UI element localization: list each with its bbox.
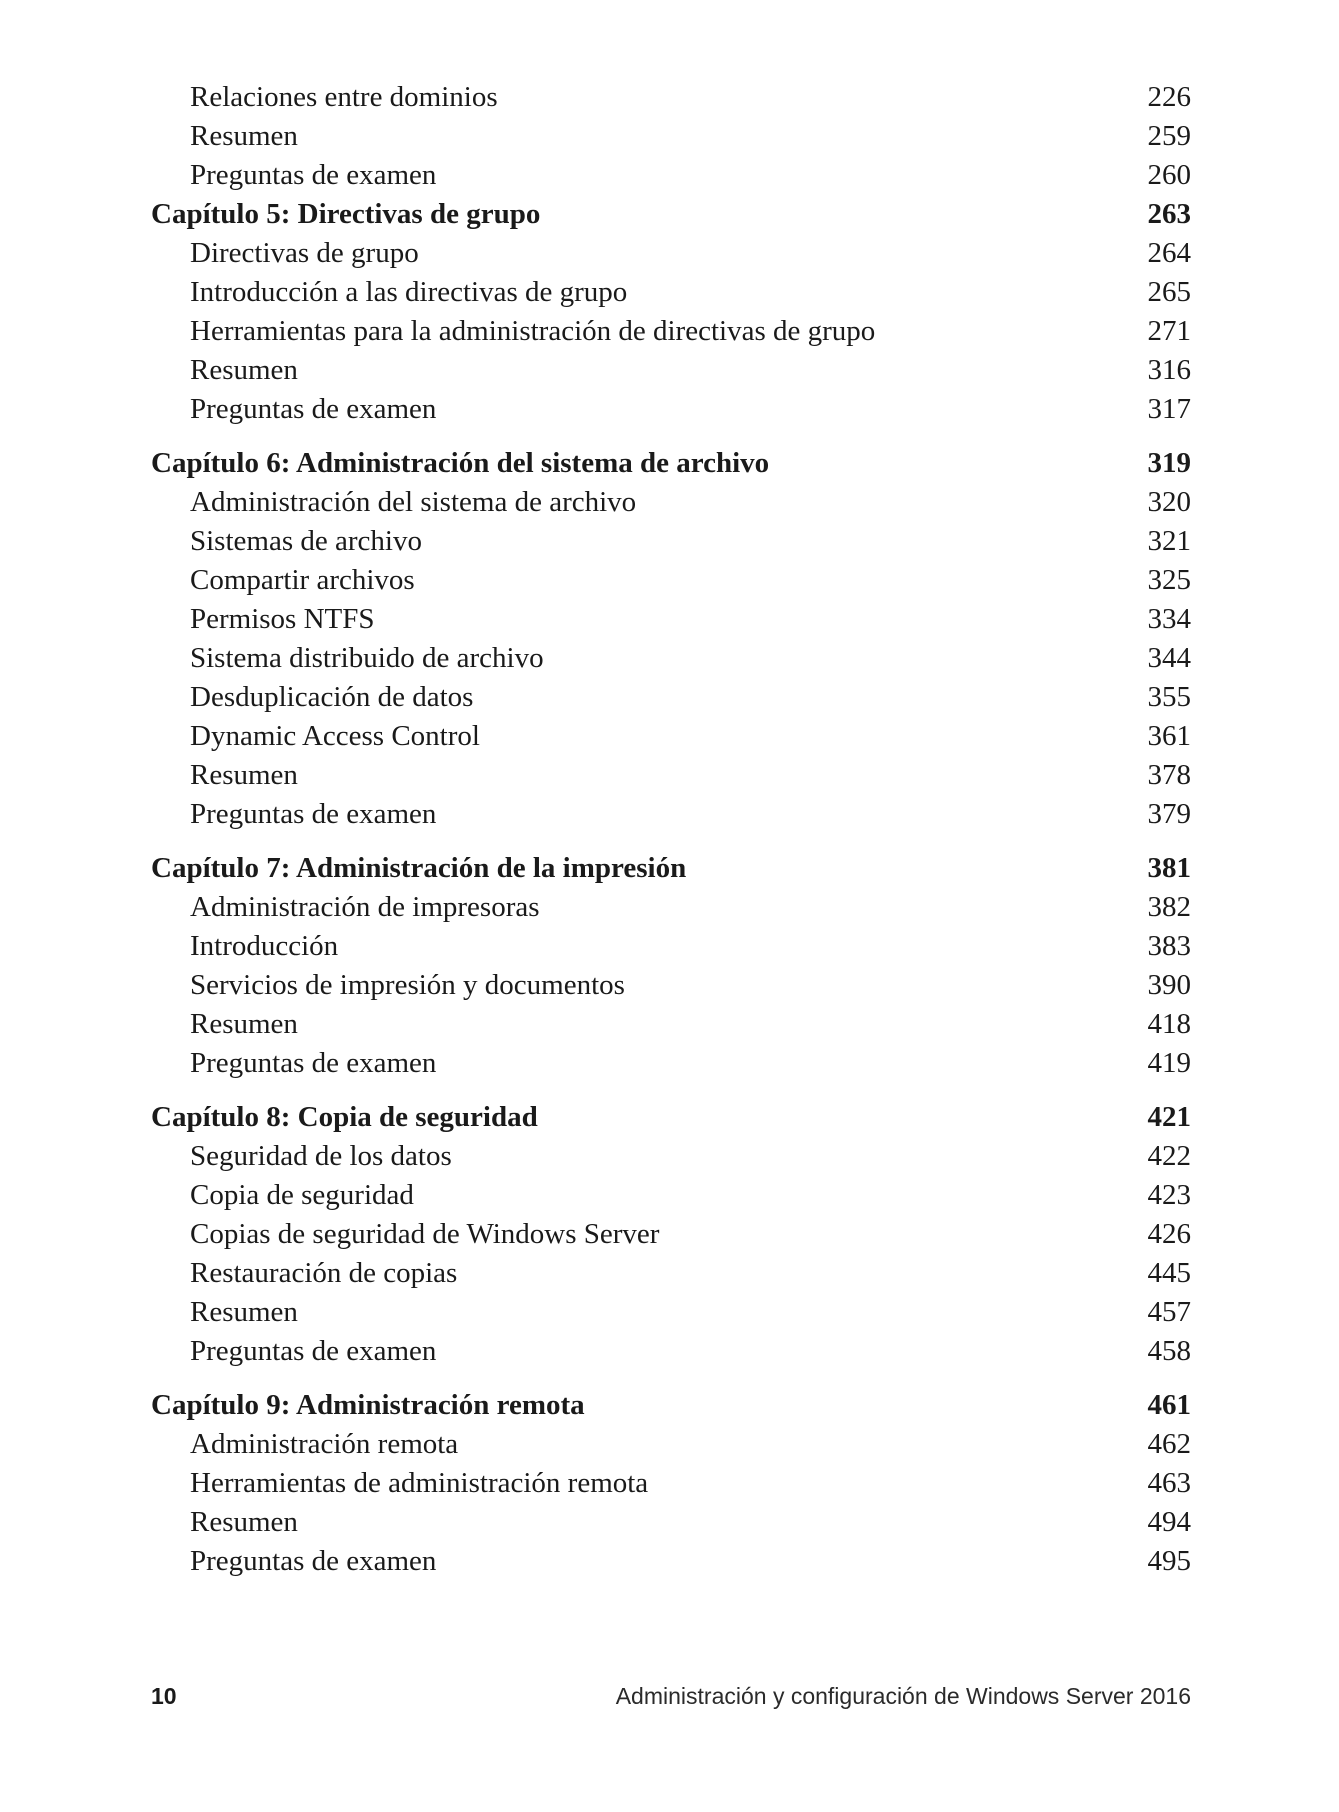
- toc-section-entry-page: 426: [1147, 1218, 1191, 1250]
- toc-section-entry-title: Seguridad de los datos: [190, 1140, 452, 1172]
- toc-section-entry: [151, 1005, 1191, 1044]
- toc-section-entry-title: Dynamic Access Control: [190, 720, 480, 752]
- toc-section-entry: [151, 888, 1191, 927]
- toc-section-entry-page: 316: [1147, 354, 1191, 386]
- toc-section-entry-title: Sistema distribuido de archivo: [190, 642, 544, 674]
- toc-section-entry-title: Restauración de copias: [190, 1257, 458, 1289]
- toc-section-entry: [151, 1137, 1191, 1176]
- toc-section-entry-title: Preguntas de examen: [190, 1047, 437, 1079]
- toc-section-entry: [151, 273, 1191, 312]
- toc-section-entry-page: 264: [1147, 237, 1191, 269]
- toc-chapter: [151, 1098, 1191, 1371]
- toc-section-entry-page: 382: [1147, 891, 1191, 923]
- toc-intro-sections: [151, 78, 1191, 195]
- page-number: 10: [151, 1683, 177, 1709]
- toc-chapter: [151, 195, 1191, 429]
- toc-section-entry-page: 458: [1147, 1335, 1191, 1367]
- toc-chapter-heading-title: Capítulo 6: Administración del sistema de archivo: [151, 447, 770, 479]
- toc-section-entry: [151, 1176, 1191, 1215]
- toc-section-entry: [151, 1215, 1191, 1254]
- toc-section-entry-title: Compartir archivos: [190, 564, 415, 596]
- toc-section-entry-page: 423: [1147, 1179, 1191, 1211]
- toc-chapter-heading: [151, 1098, 1191, 1137]
- toc-section-entry-title: Resumen: [190, 1296, 298, 1328]
- toc-section-entry-page: 271: [1147, 315, 1191, 347]
- toc-section-entry-page: 355: [1147, 681, 1191, 713]
- toc-section-entry-page: 334: [1147, 603, 1191, 635]
- table-of-contents: [151, 78, 1191, 1581]
- toc-section-entry-page: 344: [1147, 642, 1191, 674]
- toc-chapter-heading: [151, 1386, 1191, 1425]
- toc-section-entry-page: 390: [1147, 969, 1191, 1001]
- toc-section-entry: [151, 1425, 1191, 1464]
- toc-chapter-heading-title: Capítulo 5: Directivas de grupo: [151, 198, 541, 230]
- toc-section-entry: [151, 522, 1191, 561]
- toc-section-entry-page: 422: [1147, 1140, 1191, 1172]
- toc-chapters: [151, 195, 1191, 1581]
- toc-section-entry-page: 419: [1147, 1047, 1191, 1079]
- toc-section-entry-page: 463: [1147, 1467, 1191, 1499]
- toc-section-entry-title: Sistemas de archivo: [190, 525, 422, 557]
- toc-section-entry: [151, 717, 1191, 756]
- toc-section-entry: [151, 1464, 1191, 1503]
- toc-section-entry: [151, 156, 1191, 195]
- toc-section-entry-page: 361: [1147, 720, 1191, 752]
- toc-section-entry-title: Introducción: [190, 930, 339, 962]
- toc-section-entry-page: 462: [1147, 1428, 1191, 1460]
- toc-section-entry-title: Desduplicación de datos: [190, 681, 474, 713]
- toc-section-entry-title: Permisos NTFS: [190, 603, 375, 635]
- toc-section-entry-title: Administración remota: [190, 1428, 459, 1460]
- toc-section-entry: [151, 639, 1191, 678]
- toc-section-entry-title: Preguntas de examen: [190, 1545, 437, 1577]
- toc-section-entry-page: 325: [1147, 564, 1191, 596]
- toc-chapter-heading-page: 421: [1147, 1101, 1191, 1133]
- toc-section-entry-title: Administración de impresoras: [190, 891, 540, 923]
- toc-section-entry-page: 383: [1147, 930, 1191, 962]
- toc-chapter-heading-title: Capítulo 9: Administración remota: [151, 1389, 585, 1421]
- toc-chapter-heading-page: 263: [1147, 198, 1191, 230]
- toc-section-entry-page: 495: [1147, 1545, 1191, 1577]
- toc-section-entry-title: Preguntas de examen: [190, 1335, 437, 1367]
- toc-section-entry-title: Introducción a las directivas de grupo: [190, 276, 628, 308]
- toc-section-entry: [151, 1542, 1191, 1581]
- toc-section-entry-title: Servicios de impresión y documentos: [190, 969, 625, 1001]
- toc-section-entry: [151, 795, 1191, 834]
- toc-chapter-heading: [151, 195, 1191, 234]
- toc-section-entry-title: Resumen: [190, 120, 298, 152]
- toc-section-entry: [151, 1332, 1191, 1371]
- toc-section-entry: [151, 927, 1191, 966]
- toc-chapter-heading-page: 381: [1147, 852, 1191, 884]
- toc-section-entry: [151, 390, 1191, 429]
- toc-section-entry-page: 445: [1147, 1257, 1191, 1289]
- toc-section-entry: [151, 1503, 1191, 1542]
- toc-section-entry-page: 418: [1147, 1008, 1191, 1040]
- toc-section-entry: [151, 966, 1191, 1005]
- toc-section-entry-title: Preguntas de examen: [190, 159, 437, 191]
- toc-section-entry-page: 494: [1147, 1506, 1191, 1538]
- toc-section-entry-page: 317: [1147, 393, 1191, 425]
- toc-section-entry-title: Resumen: [190, 1008, 298, 1040]
- toc-section-entry-page: 260: [1147, 159, 1191, 191]
- toc-section-entry: [151, 1044, 1191, 1083]
- toc-chapter-heading-title: Capítulo 8: Copia de seguridad: [151, 1101, 538, 1133]
- toc-chapter-heading: [151, 444, 1191, 483]
- toc-section-entry-page: 320: [1147, 486, 1191, 518]
- toc-section-entry-title: Copia de seguridad: [190, 1179, 414, 1211]
- toc-section-entry: [151, 78, 1191, 117]
- toc-section-entry: [151, 117, 1191, 156]
- toc-section-entry-title: Preguntas de examen: [190, 798, 437, 830]
- toc-section-entry: [151, 678, 1191, 717]
- toc-section-entry-title: Copias de seguridad de Windows Server: [190, 1218, 660, 1250]
- toc-chapter-heading: [151, 849, 1191, 888]
- toc-section-entry-title: Herramientas de administración remota: [190, 1467, 649, 1499]
- toc-section-entry-title: Herramientas para la administración de directivas de grupo: [190, 315, 876, 347]
- toc-section-entry-title: Directivas de grupo: [190, 237, 419, 269]
- toc-chapter: [151, 1386, 1191, 1581]
- toc-section-entry: [151, 600, 1191, 639]
- toc-chapter: [151, 444, 1191, 834]
- toc-chapter: [151, 849, 1191, 1083]
- toc-section-entry: [151, 351, 1191, 390]
- toc-section-entry-page: 379: [1147, 798, 1191, 830]
- toc-section-entry-title: Resumen: [190, 759, 298, 791]
- toc-section-entry: [151, 1254, 1191, 1293]
- page-footer: [151, 1683, 1191, 1710]
- toc-section-entry-page: 226: [1147, 81, 1191, 113]
- toc-section-entry: [151, 561, 1191, 600]
- toc-section-entry: [151, 756, 1191, 795]
- toc-section-entry-page: 321: [1147, 525, 1191, 557]
- book-title: Administración y configuración de Windows Server 2016: [615, 1683, 1191, 1709]
- toc-chapter-heading-page: 319: [1147, 447, 1191, 479]
- toc-section-entry-page: 265: [1147, 276, 1191, 308]
- toc-section-entry: [151, 483, 1191, 522]
- toc-section-entry: [151, 234, 1191, 273]
- toc-chapter-heading-title: Capítulo 7: Administración de la impresión: [151, 852, 687, 884]
- toc-section-entry-title: Preguntas de examen: [190, 393, 437, 425]
- toc-section-entry-title: Administración del sistema de archivo: [190, 486, 637, 518]
- toc-section-entry-title: Resumen: [190, 1506, 298, 1538]
- toc-section-entry-page: 259: [1147, 120, 1191, 152]
- toc-chapter-heading-page: 461: [1147, 1389, 1191, 1421]
- toc-section-entry-page: 378: [1147, 759, 1191, 791]
- toc-section-entry-title: Relaciones entre dominios: [190, 81, 498, 113]
- toc-section-entry-page: 457: [1147, 1296, 1191, 1328]
- toc-section-entry-title: Resumen: [190, 354, 298, 386]
- toc-section-entry: [151, 1293, 1191, 1332]
- toc-section-entry: [151, 312, 1191, 351]
